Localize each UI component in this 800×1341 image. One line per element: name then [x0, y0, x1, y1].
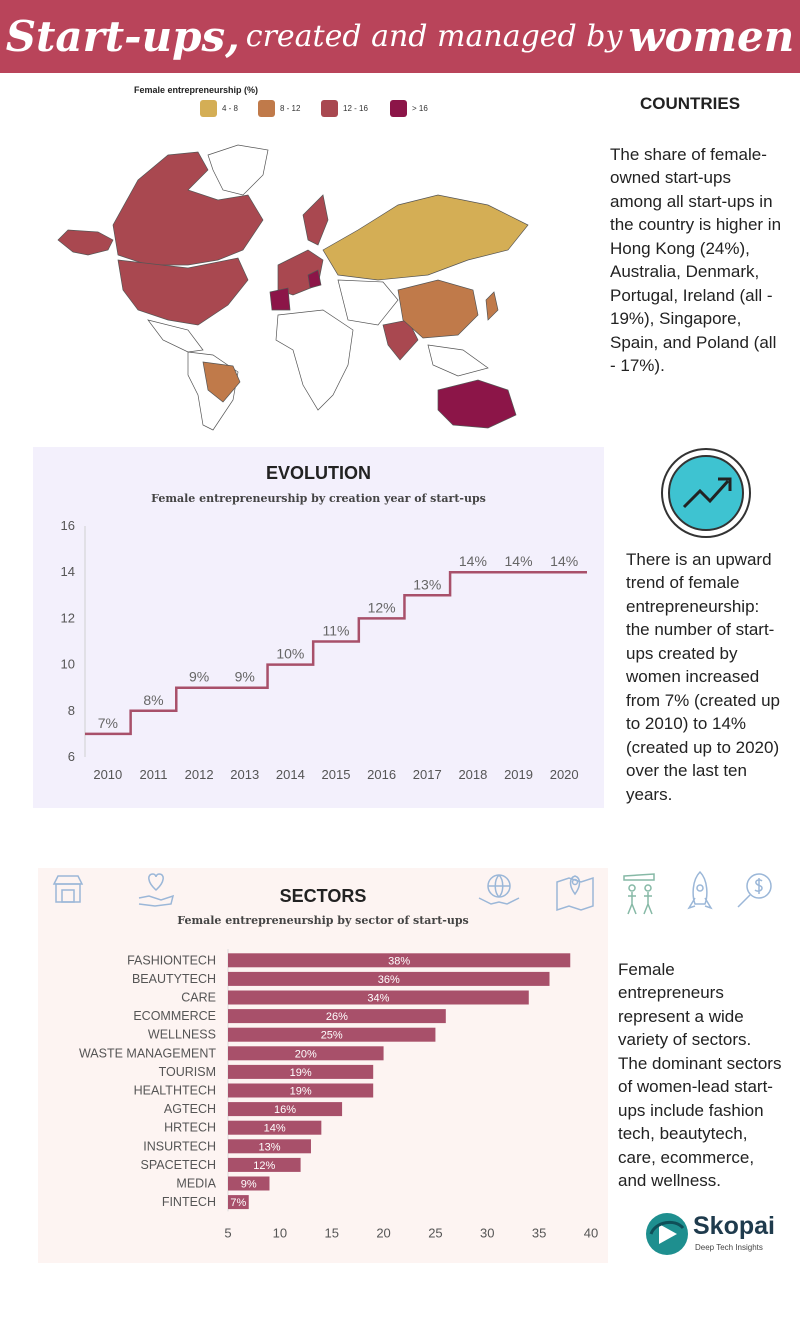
legend-label: 4 - 8 [222, 104, 239, 113]
title-part-women: women [628, 12, 795, 61]
x-tick-label: 10 [272, 1225, 288, 1241]
y-tick-label: 8 [67, 702, 75, 718]
bar-value-label: 16% [274, 1104, 297, 1117]
bar-value-label: 26% [325, 1011, 348, 1024]
x-tick-label: 20 [376, 1225, 391, 1241]
x-tick-label: 2017 [412, 767, 442, 782]
x-tick-label: 2015 [321, 767, 351, 782]
map-region-scandinavia [303, 195, 328, 245]
x-tick-label: 2012 [184, 767, 214, 782]
world-map [38, 140, 538, 435]
x-tick-label: 2019 [504, 767, 534, 782]
x-tick-label: 2010 [93, 767, 123, 782]
map-region-japan [486, 292, 498, 320]
bar-value-label: 14% [263, 1122, 286, 1135]
bar-value-label: 9% [240, 1178, 257, 1191]
map-region-alaska [58, 230, 113, 255]
data-label: 13% [413, 576, 442, 593]
sectors-heading: SECTORS [279, 886, 367, 906]
countries-heading: COUNTRIES [639, 94, 741, 113]
x-tick-label: 2014 [275, 767, 305, 782]
data-label: 8% [143, 691, 164, 708]
x-tick-label: 40 [583, 1225, 599, 1241]
legend-swatch [258, 100, 275, 117]
data-label: 9% [188, 668, 210, 685]
map-region-russia [323, 195, 528, 280]
map-region-greenland [208, 145, 268, 195]
data-label: 14% [458, 553, 487, 570]
legend-label: 8 - 12 [280, 104, 301, 113]
bar-value-label: 36% [377, 973, 400, 986]
category-label: AGTECH [163, 1102, 216, 1117]
x-tick-label: 35 [531, 1225, 547, 1241]
legend-item-4-8 [200, 100, 238, 117]
category-label: MEDIA [176, 1176, 216, 1191]
bar-value-label: 34% [367, 992, 390, 1005]
map-region-africa [276, 310, 353, 410]
x-tick-label: 2018 [458, 767, 488, 782]
y-tick-label: 14 [60, 564, 75, 580]
y-tick-label: 10 [60, 656, 75, 672]
category-label: WASTE MANAGEMENT [78, 1046, 216, 1061]
category-label: HEALTHTECH [133, 1083, 216, 1098]
category-label: BEAUTYTECH [131, 971, 216, 986]
bar-value-label: 38% [388, 955, 411, 968]
evolution-text: There is an upward trend of female entrepreneurship: the number of start-ups created by women increased from 7% (created up to 2010) to 14% (created up to 2020) over the last ten years. [626, 550, 781, 804]
evolution-subtitle: Female entrepreneurship by creation year of start-ups [151, 492, 486, 505]
category-label: CARE [181, 990, 216, 1005]
logo-tagline: Deep Tech Insights [695, 1243, 763, 1252]
evolution-heading: EVOLUTION [265, 463, 371, 483]
category-label: FINTECH [161, 1195, 216, 1210]
x-tick-label: 2011 [139, 767, 168, 782]
x-tick-label: 5 [224, 1225, 232, 1241]
countries-text: The share of female-owned start-ups among all start-ups in the country is higher in Hong Kong (24%), Australia, Denmark, Portugal, Ireland (all - 19%), Singapore, Spain, and Poland (all - 17%). [610, 145, 782, 376]
category-label: TOURISM [158, 1064, 216, 1079]
data-label: 14% [504, 553, 533, 570]
x-tick-label: 25 [428, 1225, 443, 1241]
legend-item-8-12 [258, 100, 300, 117]
data-label: 9% [234, 668, 255, 685]
page-title [0, 0, 800, 73]
x-tick-label: 2013 [230, 767, 260, 782]
bar-value-label: 12% [253, 1159, 276, 1172]
map-region-usa [118, 258, 248, 325]
upward-trend-icon [660, 447, 752, 539]
legend-swatch [200, 100, 217, 117]
logo-name: Skopai [693, 1212, 775, 1240]
x-tick-label: 15 [324, 1225, 339, 1241]
data-label: 12% [367, 599, 396, 616]
rocket-icon [685, 870, 715, 914]
skopai-logo [645, 1210, 785, 1260]
sectors-text: Female entrepreneurs represent a wide variety of sectors. The dominant sectors of women-lead start-ups include fashion tech, beautytech, care, ecommerce, and wellness. [618, 960, 782, 1191]
legend-item-over-16 [390, 100, 428, 117]
map-region-iberia [270, 288, 290, 310]
x-tick-label: 30 [480, 1225, 495, 1241]
x-tick-label: 2020 [549, 767, 579, 782]
title-part-middle: created and managed by [245, 19, 623, 54]
title-part-startups: Start-ups, [5, 12, 240, 61]
x-tick-label: 2016 [367, 767, 397, 782]
sectors-subtitle: Female entrepreneurship by sector of start-ups [177, 914, 469, 927]
series-step-line [85, 572, 587, 734]
evolution-chart [33, 510, 604, 800]
data-label: 7% [97, 714, 118, 731]
map-region-australia [438, 380, 516, 428]
category-label: HRTECH [164, 1120, 216, 1135]
category-label: INSURTECH [143, 1139, 216, 1154]
map-region-southeast-asia [428, 345, 488, 376]
y-tick-label: 16 [60, 518, 75, 533]
bar-value-label: 19% [289, 1085, 312, 1098]
category-label: WELLNESS [147, 1027, 216, 1042]
bar-value-label: 25% [320, 1029, 343, 1042]
map-legend-title: Female entrepreneurship (%) [134, 85, 259, 95]
family-icon [618, 870, 662, 916]
data-label: 14% [550, 553, 579, 570]
logo-mark-icon [645, 1212, 689, 1256]
category-label: SPACETECH [140, 1157, 216, 1172]
legend-swatch [321, 100, 338, 117]
data-label: 10% [276, 645, 305, 662]
legend-item-12-16 [321, 100, 368, 117]
bar-value-label: 19% [289, 1066, 312, 1079]
category-label: ECOMMERCE [133, 1009, 216, 1024]
data-label: 11% [322, 622, 350, 639]
dollar-search-icon [733, 870, 777, 914]
sectors-chart [38, 940, 608, 1245]
bar-value-label: 7% [230, 1197, 247, 1210]
bar-value-label: 13% [258, 1141, 281, 1154]
bar-value-label: 20% [294, 1048, 317, 1061]
legend-swatch [390, 100, 407, 117]
map-region-central-asia [338, 280, 398, 325]
legend-label: 12 - 16 [343, 104, 368, 113]
y-tick-label: 12 [60, 610, 75, 626]
y-tick-label: 6 [67, 749, 75, 764]
legend-label: > 16 [412, 104, 428, 113]
category-label: FASHIONTECH [127, 953, 216, 968]
